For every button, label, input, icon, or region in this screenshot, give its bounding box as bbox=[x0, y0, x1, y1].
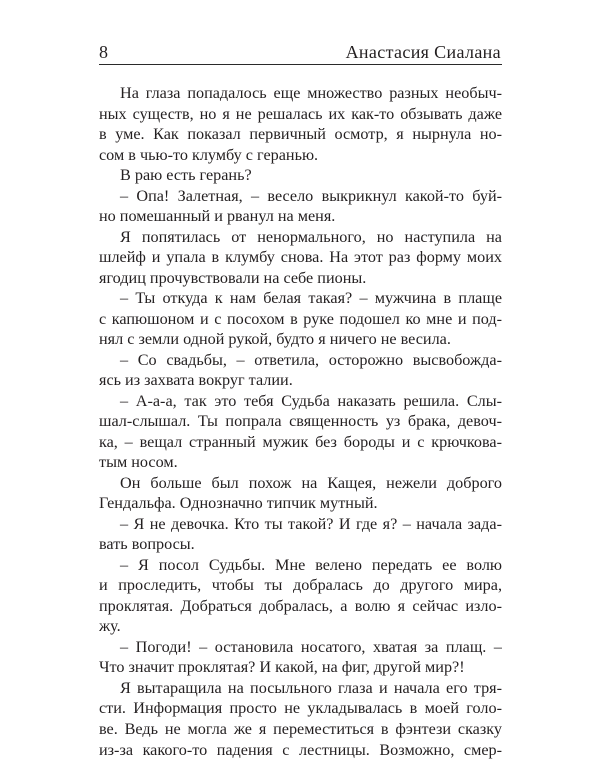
text-line: Он больше был похож на Кащея, нежели доброго bbox=[99, 473, 502, 494]
book-author: Анастасия Сиалана bbox=[346, 42, 501, 62]
text-line: Гендальфа. Однозначно типчик мутный. bbox=[99, 493, 502, 514]
running-head bbox=[99, 24, 502, 65]
text-line: тым носом. bbox=[99, 452, 502, 473]
text-line: с капюшоном и с посохом в руке подошел ко мне и под- bbox=[99, 309, 502, 330]
text-line: – Опа! Залетная, – весело выкрикнул какой-то буй- bbox=[99, 186, 502, 207]
text-line: ясь из захвата вокруг талии. bbox=[99, 370, 502, 391]
text-line: Что значит проклятая? И какой, на фиг, другой мир?! bbox=[99, 657, 502, 678]
text-line: – А-а-а, так это тебя Судьба наказать решила. Слы- bbox=[99, 391, 502, 412]
text-line: шал-слышал. Ты попрала священность уз брака, девоч- bbox=[99, 411, 502, 432]
text-line: вать вопросы. bbox=[99, 534, 502, 555]
text-line: сти. Информация просто не укладывалась в моей голо- bbox=[99, 698, 502, 719]
page-number: 8 bbox=[99, 42, 108, 62]
text-line: жу. bbox=[99, 616, 502, 637]
text-line: ве. Ведь не могла же я переместиться в фэнтези сказку bbox=[99, 719, 502, 740]
text-line: шлейф и упала в клумбу снова. На этот раз форму моих bbox=[99, 247, 502, 268]
text-line: – Погоди! – остановила носатого, хватая за плащ. – bbox=[99, 637, 502, 658]
text-line: Я попятилась от ненормального, но наступила на bbox=[99, 227, 502, 248]
text-line: ных существ, но я не решалась их как-то обзывать даже bbox=[99, 104, 502, 125]
text-line: в уме. Как показал первичный осмотр, я нырнула но- bbox=[99, 124, 502, 145]
text-line: ка, – вещал странный мужик без бороды и с крючкова- bbox=[99, 432, 502, 453]
text-line: На глаза попадалось еще множество разных необыч- bbox=[99, 83, 502, 104]
text-line: но помешанный и рванул на меня. bbox=[99, 206, 502, 227]
page-body bbox=[99, 83, 502, 760]
text-line: сом в чью-то клумбу с геранью. bbox=[99, 145, 502, 166]
text-line: Я вытаращила на посыльного глаза и начала его тря- bbox=[99, 678, 502, 699]
text-line: ягодиц прочувствовали на себе пионы. bbox=[99, 268, 502, 289]
text-line: и проследить, чтобы ты добралась до другого мира, bbox=[99, 575, 502, 596]
text-line: из-за какого-то падения с лестницы. Возможно, смер- bbox=[99, 740, 502, 760]
text-line: нял с земли одной рукой, будто я ничего не весила. bbox=[99, 329, 502, 350]
text-line: проклятая. Добраться добралась, а волю я сейчас изло- bbox=[99, 596, 502, 617]
text-line: – Ты откуда к нам белая такая? – мужчина в плаще bbox=[99, 288, 502, 309]
text-line: – Я посол Судьбы. Мне велено передать ее волю bbox=[99, 555, 502, 576]
text-line: В раю есть герань? bbox=[99, 165, 502, 186]
text-line: – Со свадьбы, – ответила, осторожно высвобожда- bbox=[99, 350, 502, 371]
text-line: – Я не девочка. Кто ты такой? И где я? – начала зада- bbox=[99, 514, 502, 535]
